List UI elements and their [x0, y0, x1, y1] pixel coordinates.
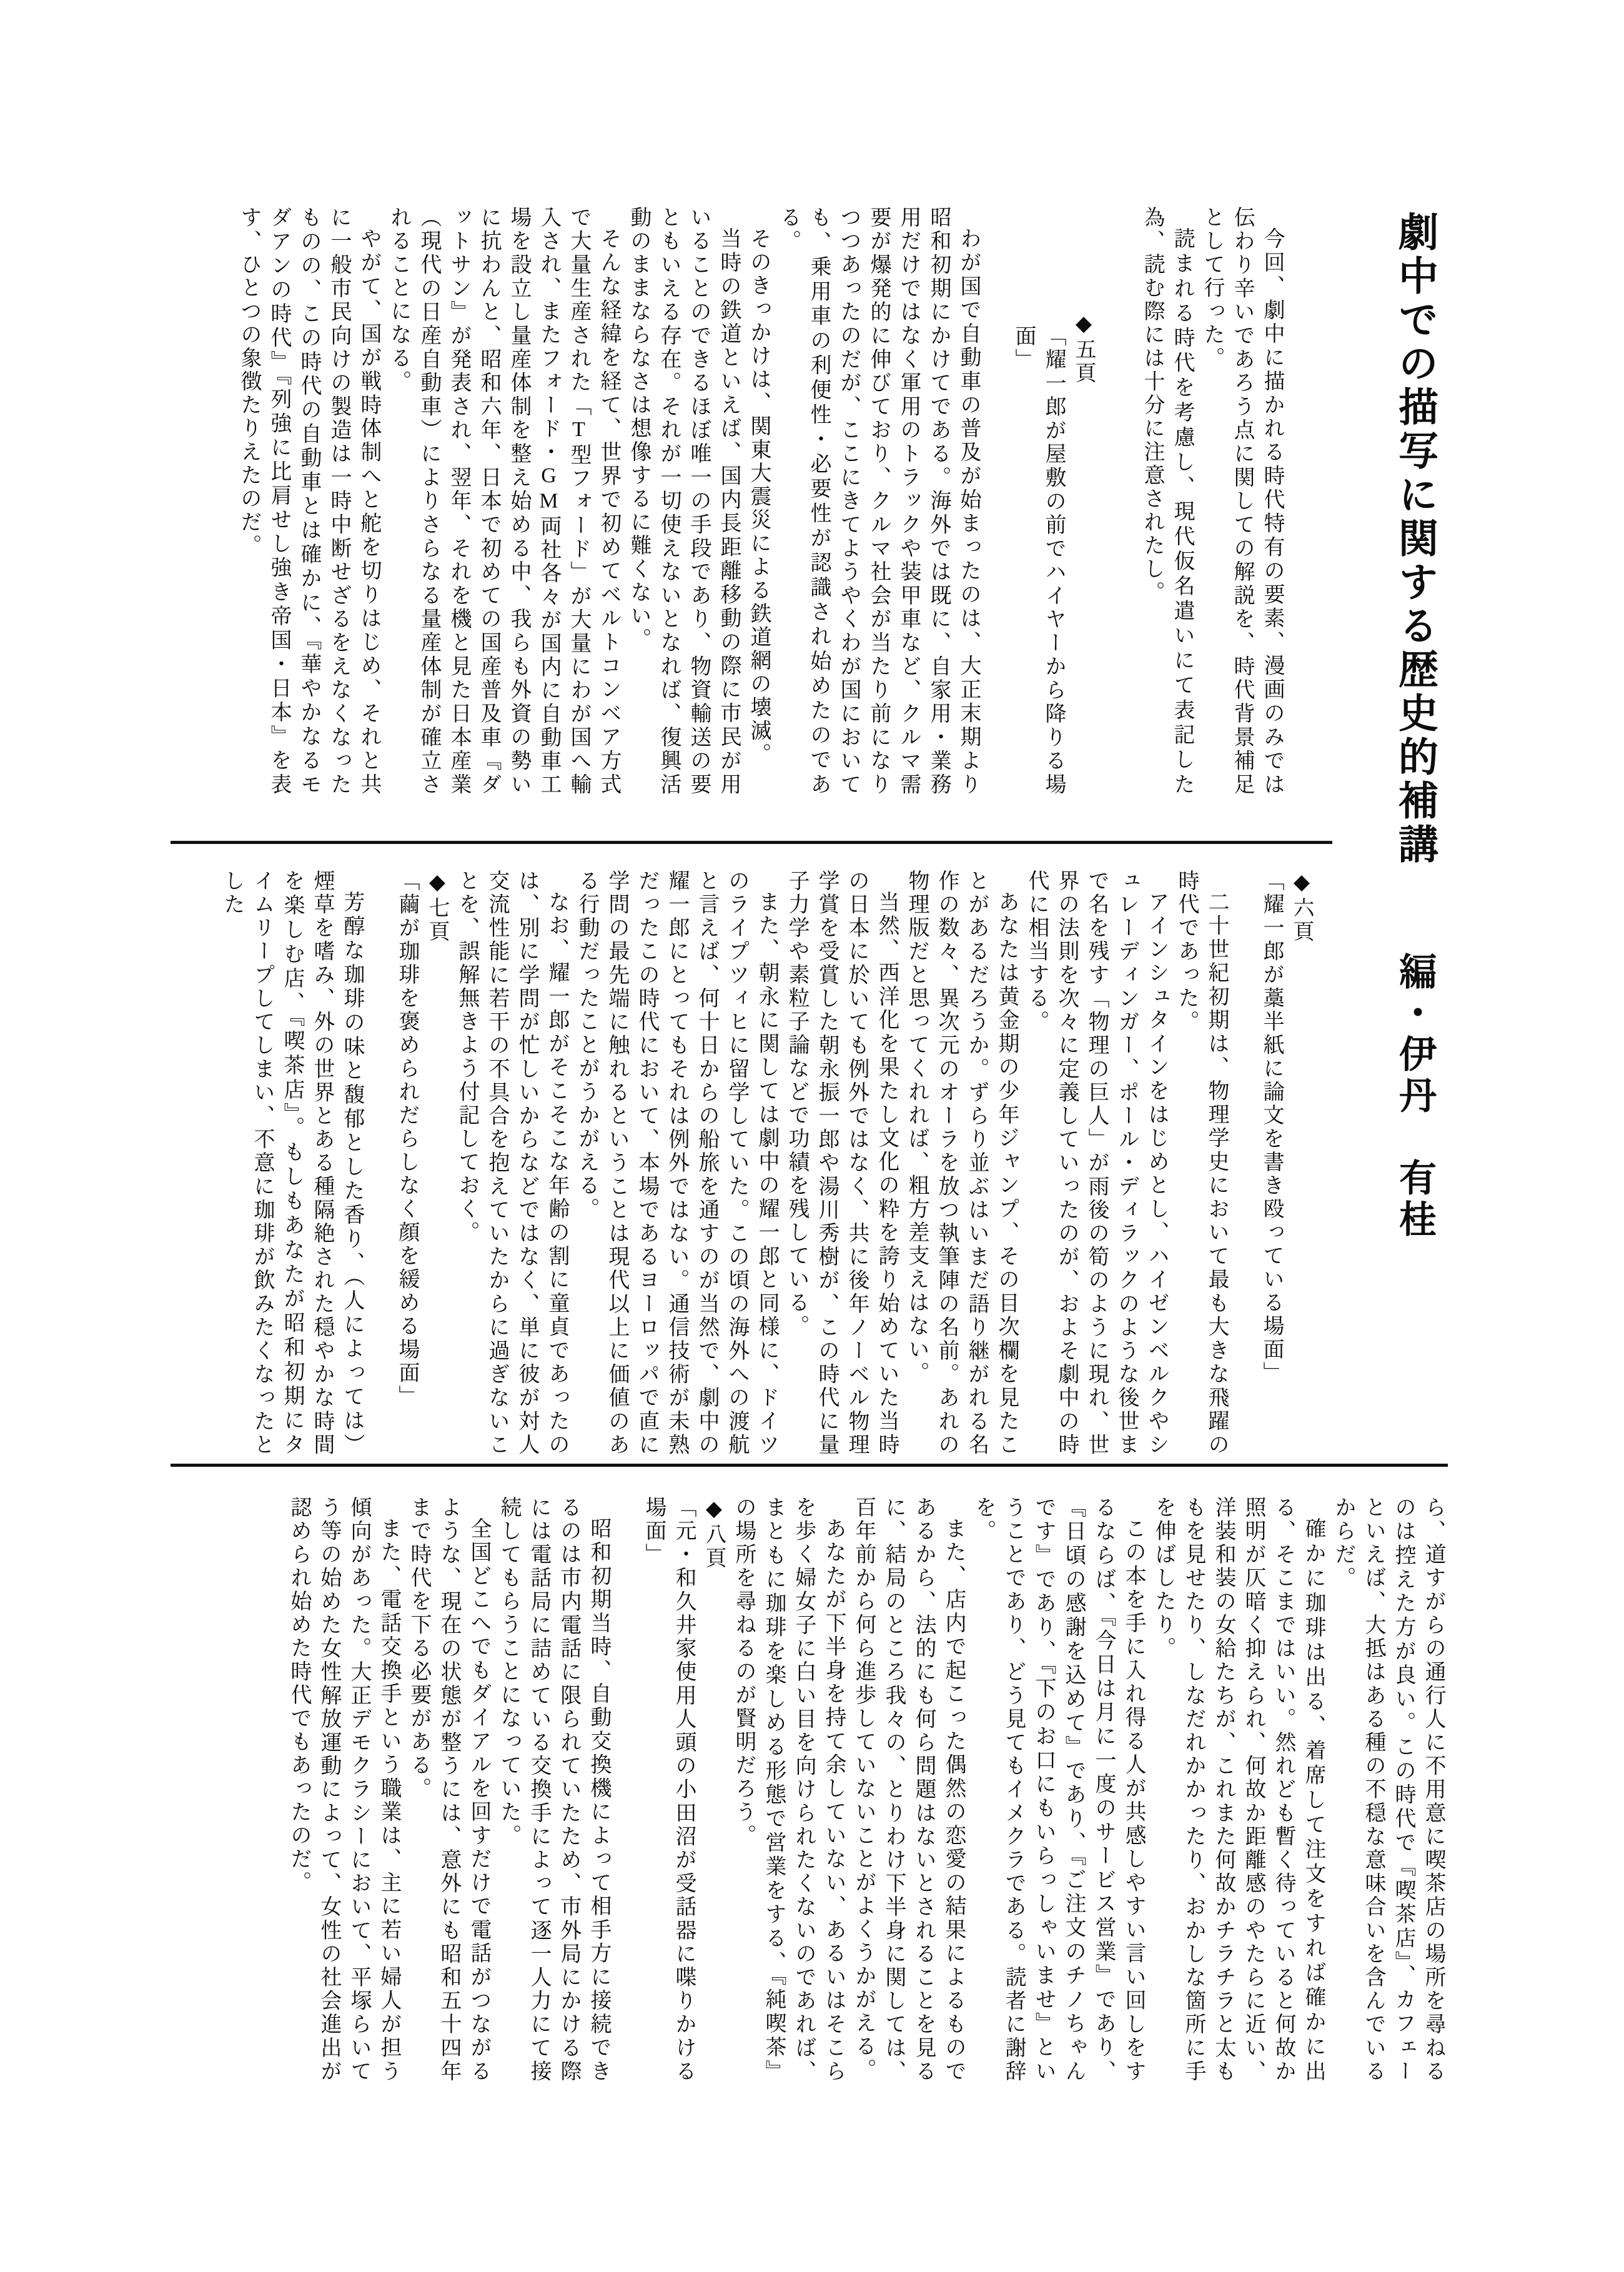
foreword-paragraph: 今回、劇中に描かれる時代特有の要素、漫画のみでは伝わり辛いであろう点に関しての解説を、時代背景補足として行った。	[1201, 206, 1284, 796]
title-column	[1390, 211, 1440, 1523]
section-page8	[284, 1496, 728, 2083]
text-row-middle	[187, 870, 1316, 1457]
body-paragraph: アインシュタインをはじめとし、ハイゼンベルクやシュレーディンガー、ポール・ディラックのような後世まで名を残す「物理の巨人」が雨後の筍のように現れ、世界の法則を次々に定義していったのが、およそ劇中の時代に相当する。	[1025, 870, 1168, 1457]
section-page7	[217, 870, 452, 1457]
body-paragraph: 確かに珈琲は出る、着席して注文をすれば確かに出る、そこまではいい。然れども暫く待っていると何故か照明が仄暗く抑えられ、何故か距離感のやたらに近い、洋装和装の女給たちが、これまた何故かチラチラと太ももを見せたり、しなだれかかったり、おかしな箇所に手を伸ばしたり。	[1152, 1496, 1325, 2083]
section-marker-page8: ◆八頁	[702, 1496, 725, 1570]
section-page6	[452, 870, 1316, 1457]
body-paragraph: そのきっかけは、関東大震災による鉄道網の壊滅。	[747, 227, 770, 766]
section-heading-page5: 「耀一郎が屋敷の前でハイヤーから降りる場面」	[1012, 325, 1065, 796]
section-marker-page7: ◆七頁	[425, 870, 448, 944]
section-heading-page8: 「元・和久井家使用人頭の小田沼が受話器に喋りかける場面」	[642, 1496, 695, 2083]
body-paragraph: また、店内で起こった偶然の恋愛の結果によるものであるから、法的にも何ら問題はないとされることを見るに、結局のところ我々の、とりわけ下半身に関しては、百年前から何ら進歩していないことがよくうかがえる。	[852, 1496, 965, 2083]
section-marker-page5: ◆五頁	[1072, 311, 1095, 385]
body-paragraph: 当然、西洋化を果たし文化の粋を誇り始めていた当時の日本に於いても例外ではなく、共に後年ノーベル物理学賞を受賞した朝永振一郎や湯川秀樹が、この時代に量子力学や素粒子論などで功績を残している。	[785, 870, 898, 1457]
body-paragraph: 当時の鉄道といえば、国内長距離移動の際に市民が用いることのできるほぼ唯一の手段であり、物資輸送の要ともいえる存在。それが一切使えないとなれば、復興活動のままならなさは想像するに難くない。	[627, 206, 740, 797]
body-paragraph: なお、耀一郎がそこそこな年齢の割に童貞であったのは、別に学問が忙しいからなどではなく、単に彼が対人交流性能に若干の不具合を抱えていたからに過ぎないことを、誤解無きよう付記しておく。	[455, 870, 568, 1457]
divider-rule-bottom	[171, 1464, 1448, 1467]
body-paragraph: あなたは黄金期の少年ジャンプ、その目次欄を見たことがあるだろうか。ずらり並ぶはいまだ語り継がれる名作の数々、異次元のオーラを放つ執筆陣の名前。あれの物理版だと思ってくれれば、粗方差支えはない。	[905, 870, 1018, 1457]
text-row-bottom	[254, 1496, 1448, 2083]
body-paragraph: 昭和初期当時、自動交換機によって相手方に接続できるのは市内電話に限られていたため、市外局にかける際には電話局に詰めている交換手によって逐一人力にて接続してもらうことになっていた。	[497, 1496, 610, 2083]
body-paragraph: この本を手に入れ得る人が共感しやすい言い回しをするならば、『今日は月に一度のサービス営業』であり、『日頃の感謝を込めて』であり、『ご注文のチノちゃんです』であり、『下のお口にもいらっしゃいませ』ということであり、どう見てもイメクラである。読者に謝辞を。	[972, 1496, 1145, 2083]
editor-credit: 編・伊丹 有桂	[1394, 952, 1435, 1241]
foreword-paragraph: 読まれる時代を考慮し、現代仮名遣いにて表記した為、読む際には十分に注意されたし。	[1141, 206, 1194, 796]
body-paragraph: 全国どこへでもダイアルを回すだけで電話がつながるような、現在の状態が整うには、意外にも昭和五十四年まで時代を下る必要がある。	[407, 1496, 490, 2083]
section-page7-continued	[728, 1496, 1448, 2083]
body-paragraph: 芳醇な珈琲の味と馥郁とした香り、（人によっては）煙草を嗜み、外の世界とある種隔絶された穏やかな時間を楽しむ店、『喫茶店』。もしもあなたが昭和初期にタイムリープしてしまい、不意に珈琲が飲みたくなったとした	[220, 870, 364, 1457]
body-paragraph: わが国で自動車の普及が始まったのは、大正末期より昭和初期にかけてである。海外では既に、自家用・業務用だけではなく軍用のトラックや装甲車など、クルマ需要が爆発的に伸びており、クルマ社会が当たり前になりつつあったのだが、ここにきてようやくわが国においても、乗用車の利便性・必要性が認識され始めたのである。	[777, 206, 980, 797]
section-marker-page6: ◆六頁	[1290, 870, 1313, 944]
text-row-top	[204, 206, 1287, 796]
body-paragraph: やがて、国が戦時体制へと舵を切りはじめ、それと共に一般市民向けの製造は一時中断せざるをえなくなったものの、この時代の自動車とは確かに、『華やかなるモダアンの時代』『列強に比肩せし強き帝国・日本』を表す、ひとつの象徴たりえたのだ。	[237, 206, 380, 797]
page-title: 劇中での描写に関する歴史的補講	[1393, 211, 1437, 867]
body-paragraph: また、電話交換手という職業は、主に若い婦人が担う傾向があった。大正デモクラシーにおいて、平塚らいてう等の始めた女性解放運動によって、女性の社会進出が認められ始めた時代でもあったのだ。	[287, 1496, 400, 2083]
section-heading-page7: 「繭が珈琲を褒められだらしなく顔を緩める場面」	[395, 870, 418, 1409]
section-page5	[234, 206, 1098, 796]
divider-rule-top	[171, 841, 1332, 844]
body-paragraph: ら、道すがらの通行人に不用意に喫茶店の場所を尋ねるのは控えた方が良い。この時代で『喫茶店』、カフェーといえば、大抵はある種の不穏な意味合いを含んでいるからだ。	[1332, 1496, 1445, 2084]
body-paragraph: 二十世紀初期は、物理学史において最も大きな飛躍の時代であった。	[1175, 870, 1228, 1457]
section-heading-page6: 「耀一郎が藁半紙に論文を書き殴っている場面」	[1260, 870, 1283, 1385]
foreword	[1137, 206, 1287, 796]
body-paragraph: あなたが下半身を持て余していない、あるいはそこらを歩く婦女子に白い目を向けられたくないのであれば、まともに珈琲を楽しめる形態で営業をする、『純喫茶』の場所を尋ねるのが賢明だろう。	[732, 1496, 845, 2083]
body-paragraph: そんな経緯を経て、世界で初めてベルトコンベア方式で大量生産された「T型フォード」が大量にわが国へ輸入され、またフォード・GM両社各々が国内に自動車工場を設立し量産体制を整え始める中、我らも外資の勢いに抗わんと、昭和六年、日本で初めての国産普及車『ダットサン』が発表され、翌年、それを機と見た日本産業（現代の日産自動車）によりさらなる量産体制が確立されることになる。	[387, 206, 620, 796]
body-paragraph: また、朝永に関しては劇中の耀一郎と同様に、ドイツのライプツィヒに留学していた。この頃の海外への渡航と言えば、何十日からの船旅を通すのが当然で、劇中の耀一郎にとってもそれは例外ではない。通信技術が未熟だったこの時代において、本場であるヨーロッパで直に学問の最先端に触れるということは現代以上に価値のある行動だったことがうかがえる。	[575, 870, 778, 1457]
